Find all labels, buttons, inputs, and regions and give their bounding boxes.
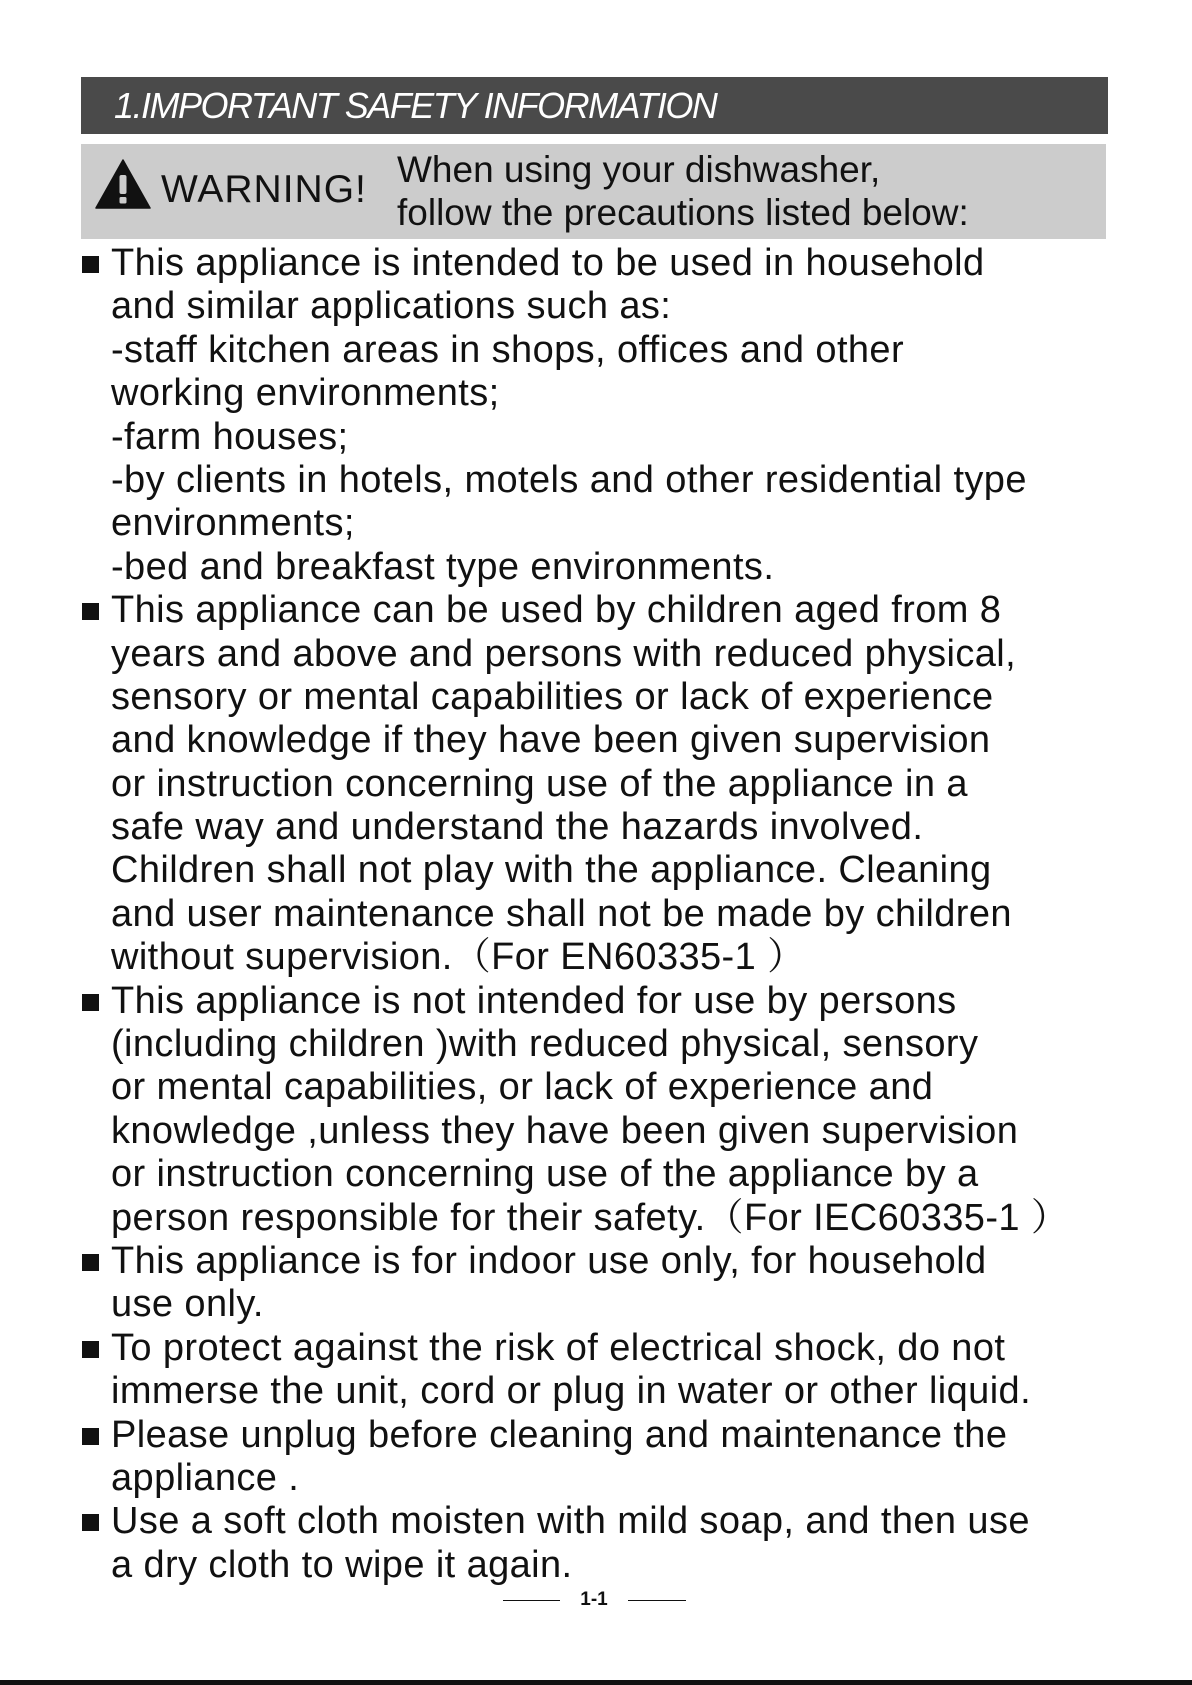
bullet-square-icon	[82, 994, 99, 1011]
list-item-line: use only.	[111, 1283, 264, 1326]
bullet-square-icon	[82, 603, 99, 620]
list-item-line: or instruction concerning use of the appliance in a	[111, 762, 968, 805]
warning-message	[397, 148, 969, 234]
list-item-line: This appliance can be used by children aged from 8	[111, 589, 1002, 632]
list-item-line: years and above and persons with reduced physical,	[111, 632, 1017, 675]
list-item-line: without supervision.（For EN60335-1 ）	[111, 936, 806, 979]
list-item-line: -farm houses;	[111, 415, 349, 458]
section-title: 1.IMPORTANT SAFETY INFORMATION	[81, 77, 1108, 134]
list-item	[0, 242, 1192, 589]
list-item-line: -staff kitchen areas in shops, offices and other	[111, 328, 905, 371]
list-item	[0, 589, 1192, 980]
page-bottom-border	[0, 1680, 1192, 1685]
list-item-line: This appliance is for indoor use only, for household	[111, 1239, 987, 1282]
list-item	[0, 980, 1192, 1240]
list-item-line: a dry cloth to wipe it again.	[111, 1543, 573, 1586]
footer-rule	[503, 1600, 560, 1601]
list-item-line: appliance .	[111, 1456, 300, 1499]
page-footer	[0, 1588, 1192, 1612]
list-item-line: safe way and understand the hazards involved.	[111, 806, 924, 849]
bullet-square-icon	[82, 256, 99, 273]
list-item-line: This appliance is not intended for use by persons	[111, 979, 957, 1022]
list-item	[0, 1414, 1192, 1501]
bullet-square-icon	[82, 1514, 99, 1531]
list-item-line: Use a soft cloth moisten with mild soap, and then use	[111, 1500, 1030, 1543]
list-item-line: or mental capabilities, or lack of experience and	[111, 1066, 934, 1109]
list-item	[0, 1240, 1192, 1327]
warning-triangle-icon	[95, 159, 151, 209]
list-item-line: -by clients in hotels, motels and other residential type	[111, 458, 1027, 501]
list-item-line: and user maintenance shall not be made by children	[111, 892, 1012, 935]
list-item-line: or instruction concerning use of the appliance by a	[111, 1153, 979, 1196]
warning-message-line: When using your dishwasher,	[397, 149, 881, 190]
list-item-line: This appliance is intended to be used in household	[111, 242, 985, 284]
warning-label: WARNING!	[161, 168, 367, 211]
list-item-line: immerse the unit, cord or plug in water or other liquid.	[111, 1370, 1032, 1413]
warning-box	[81, 144, 1106, 239]
bullet-square-icon	[82, 1254, 99, 1271]
list-item	[0, 1327, 1192, 1414]
precautions-list	[0, 242, 1192, 1587]
list-item-line: Children shall not play with the appliance. Cleaning	[111, 849, 992, 892]
list-item	[0, 1500, 1192, 1587]
list-item-line: To protect against the risk of electrical shock, do not	[111, 1326, 1006, 1369]
list-item-line: working environments;	[111, 372, 500, 415]
list-item-line: (including children )with reduced physical, sensory	[111, 1023, 979, 1066]
bullet-square-icon	[82, 1428, 99, 1445]
list-item-line: person responsible for their safety.（For IEC60335-1 ）	[111, 1196, 1070, 1239]
page-number: 1-1	[580, 1589, 608, 1610]
list-item-line: sensory or mental capabilities or lack of experience	[111, 675, 994, 718]
list-item-line: Please unplug before cleaning and maintenance the	[111, 1413, 1008, 1456]
list-item-line: knowledge ,unless they have been given supervision	[111, 1109, 1019, 1152]
list-item-line: and similar applications such as:	[111, 285, 672, 328]
list-item-line: and knowledge if they have been given supervision	[111, 719, 991, 762]
list-item-line: -bed and breakfast type environments.	[111, 545, 775, 588]
list-item-line: environments;	[111, 502, 355, 545]
warning-message-line: follow the precautions listed below:	[397, 192, 969, 233]
bullet-square-icon	[82, 1341, 99, 1358]
footer-rule	[628, 1600, 686, 1601]
